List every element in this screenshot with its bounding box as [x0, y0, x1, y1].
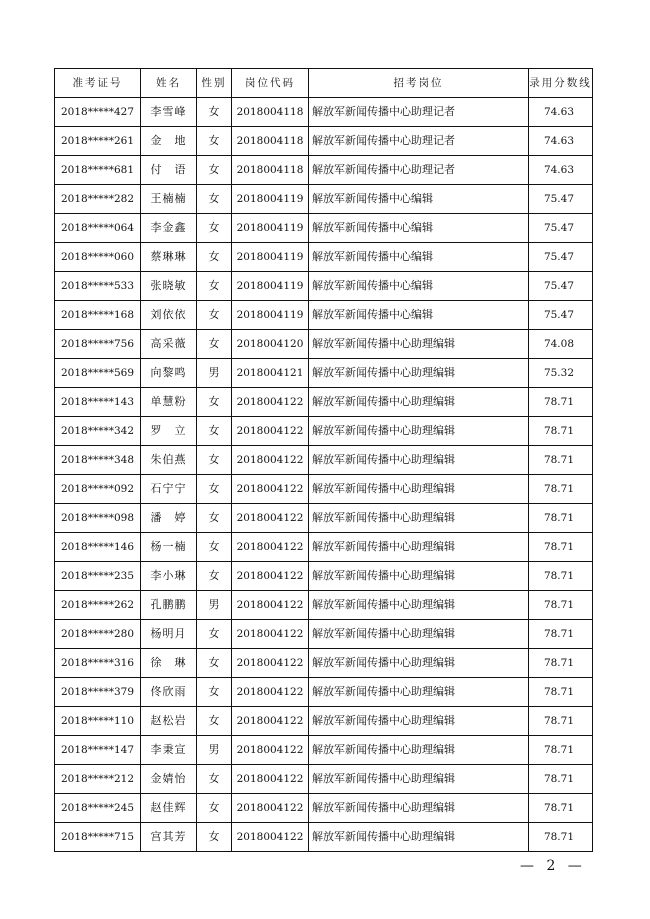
cell-exam-id: 2018*****348	[55, 446, 141, 475]
cell-exam-id: 2018*****715	[55, 823, 141, 852]
cell-name: 李小琳	[141, 562, 197, 591]
cell-post: 解放军新闻传播中心助理编辑	[309, 388, 529, 417]
cell-post: 解放军新闻传播中心助理编辑	[309, 591, 529, 620]
admission-table-container	[54, 68, 592, 852]
cell-post: 解放军新闻传播中心助理编辑	[309, 678, 529, 707]
table-row	[55, 185, 593, 214]
cell-post-code: 2018004121	[232, 359, 309, 388]
cell-gender: 女	[197, 475, 232, 504]
cell-post-code: 2018004122	[232, 475, 309, 504]
header-gender: 性别	[197, 69, 232, 98]
cell-name: 张晓敏	[141, 272, 197, 301]
cell-gender: 女	[197, 214, 232, 243]
cell-name: 王楠楠	[141, 185, 197, 214]
cell-name: 金婧怡	[141, 765, 197, 794]
cell-name: 李金鑫	[141, 214, 197, 243]
cell-exam-id: 2018*****316	[55, 649, 141, 678]
cell-exam-id: 2018*****282	[55, 185, 141, 214]
cell-score: 78.71	[529, 707, 593, 736]
table-header-row	[55, 69, 593, 98]
cell-name: 石宁宁	[141, 475, 197, 504]
cell-name: 单慧粉	[141, 388, 197, 417]
cell-post-code: 2018004122	[232, 417, 309, 446]
cell-exam-id: 2018*****146	[55, 533, 141, 562]
cell-gender: 女	[197, 562, 232, 591]
cell-post-code: 2018004118	[232, 156, 309, 185]
cell-post-code: 2018004122	[232, 446, 309, 475]
cell-name: 潘 婷	[141, 504, 197, 533]
cell-score: 78.71	[529, 504, 593, 533]
cell-post-code: 2018004122	[232, 533, 309, 562]
cell-gender: 女	[197, 649, 232, 678]
table-row	[55, 649, 593, 678]
header-post: 招考岗位	[309, 69, 529, 98]
cell-post: 解放军新闻传播中心助理编辑	[309, 765, 529, 794]
cell-post-code: 2018004118	[232, 98, 309, 127]
cell-gender: 女	[197, 707, 232, 736]
cell-post: 解放军新闻传播中心助理编辑	[309, 446, 529, 475]
cell-name: 佟欣雨	[141, 678, 197, 707]
cell-post: 解放军新闻传播中心助理编辑	[309, 620, 529, 649]
cell-post-code: 2018004119	[232, 214, 309, 243]
cell-score: 78.71	[529, 562, 593, 591]
cell-gender: 女	[197, 765, 232, 794]
cell-score: 78.71	[529, 446, 593, 475]
cell-post-code: 2018004122	[232, 823, 309, 852]
cell-gender: 女	[197, 417, 232, 446]
cell-exam-id: 2018*****110	[55, 707, 141, 736]
cell-gender: 女	[197, 678, 232, 707]
cell-exam-id: 2018*****092	[55, 475, 141, 504]
cell-score: 75.47	[529, 272, 593, 301]
table-row	[55, 823, 593, 852]
cell-post: 解放军新闻传播中心编辑	[309, 243, 529, 272]
cell-post: 解放军新闻传播中心助理记者	[309, 127, 529, 156]
cell-name: 赵佳辉	[141, 794, 197, 823]
table-row	[55, 301, 593, 330]
cell-name: 刘依依	[141, 301, 197, 330]
table-row	[55, 533, 593, 562]
cell-score: 78.71	[529, 620, 593, 649]
cell-post-code: 2018004122	[232, 736, 309, 765]
cell-exam-id: 2018*****143	[55, 388, 141, 417]
cell-name: 徐 琳	[141, 649, 197, 678]
table-row	[55, 243, 593, 272]
table-row	[55, 794, 593, 823]
cell-post-code: 2018004120	[232, 330, 309, 359]
cell-name: 杨明月	[141, 620, 197, 649]
cell-gender: 女	[197, 185, 232, 214]
cell-gender: 女	[197, 330, 232, 359]
table-row	[55, 127, 593, 156]
cell-name: 宫其芳	[141, 823, 197, 852]
page-number: — 2 —	[520, 858, 586, 874]
cell-post: 解放军新闻传播中心编辑	[309, 185, 529, 214]
cell-score: 75.47	[529, 214, 593, 243]
header-post-code: 岗位代码	[232, 69, 309, 98]
cell-post-code: 2018004122	[232, 707, 309, 736]
cell-post: 解放军新闻传播中心助理编辑	[309, 533, 529, 562]
table-row	[55, 707, 593, 736]
cell-score: 78.71	[529, 591, 593, 620]
table-row	[55, 765, 593, 794]
cell-gender: 女	[197, 504, 232, 533]
cell-exam-id: 2018*****168	[55, 301, 141, 330]
admission-table	[54, 68, 593, 852]
table-row	[55, 388, 593, 417]
cell-gender: 女	[197, 533, 232, 562]
cell-gender: 女	[197, 301, 232, 330]
cell-name: 杨一楠	[141, 533, 197, 562]
cell-score: 78.71	[529, 736, 593, 765]
cell-post: 解放军新闻传播中心编辑	[309, 301, 529, 330]
cell-score: 78.71	[529, 533, 593, 562]
cell-name: 金 地	[141, 127, 197, 156]
cell-gender: 女	[197, 388, 232, 417]
table-row	[55, 330, 593, 359]
cell-name: 李雪峰	[141, 98, 197, 127]
cell-name: 蔡琳琳	[141, 243, 197, 272]
table-row	[55, 446, 593, 475]
table-row	[55, 620, 593, 649]
cell-score: 75.47	[529, 301, 593, 330]
cell-post-code: 2018004122	[232, 620, 309, 649]
cell-post-code: 2018004119	[232, 301, 309, 330]
cell-post: 解放军新闻传播中心编辑	[309, 214, 529, 243]
cell-gender: 女	[197, 794, 232, 823]
cell-post: 解放军新闻传播中心编辑	[309, 272, 529, 301]
cell-name: 高采薇	[141, 330, 197, 359]
table-row	[55, 504, 593, 533]
cell-score: 74.63	[529, 98, 593, 127]
cell-exam-id: 2018*****060	[55, 243, 141, 272]
cell-exam-id: 2018*****427	[55, 98, 141, 127]
table-row	[55, 272, 593, 301]
cell-post-code: 2018004118	[232, 127, 309, 156]
cell-exam-id: 2018*****235	[55, 562, 141, 591]
cell-post-code: 2018004122	[232, 649, 309, 678]
cell-exam-id: 2018*****342	[55, 417, 141, 446]
cell-gender: 女	[197, 156, 232, 185]
cell-post: 解放军新闻传播中心助理编辑	[309, 417, 529, 446]
cell-exam-id: 2018*****212	[55, 765, 141, 794]
cell-exam-id: 2018*****569	[55, 359, 141, 388]
cell-post: 解放军新闻传播中心助理编辑	[309, 736, 529, 765]
cell-exam-id: 2018*****262	[55, 591, 141, 620]
cell-score: 75.32	[529, 359, 593, 388]
cell-gender: 男	[197, 359, 232, 388]
cell-post-code: 2018004122	[232, 678, 309, 707]
cell-score: 75.47	[529, 243, 593, 272]
cell-score: 78.71	[529, 794, 593, 823]
cell-score: 74.08	[529, 330, 593, 359]
cell-post: 解放军新闻传播中心助理记者	[309, 98, 529, 127]
cell-gender: 女	[197, 620, 232, 649]
cell-score: 78.71	[529, 417, 593, 446]
cell-exam-id: 2018*****756	[55, 330, 141, 359]
cell-name: 罗 立	[141, 417, 197, 446]
cell-post: 解放军新闻传播中心助理编辑	[309, 794, 529, 823]
cell-post-code: 2018004122	[232, 765, 309, 794]
header-name: 姓名	[141, 69, 197, 98]
cell-post-code: 2018004119	[232, 272, 309, 301]
cell-score: 78.71	[529, 823, 593, 852]
cell-gender: 女	[197, 243, 232, 272]
cell-gender: 女	[197, 98, 232, 127]
cell-post: 解放军新闻传播中心助理编辑	[309, 330, 529, 359]
cell-score: 78.71	[529, 649, 593, 678]
table-row	[55, 591, 593, 620]
cell-score: 78.71	[529, 388, 593, 417]
table-row	[55, 359, 593, 388]
table-row	[55, 98, 593, 127]
cell-score: 78.71	[529, 765, 593, 794]
cell-exam-id: 2018*****147	[55, 736, 141, 765]
cell-name: 朱伯燕	[141, 446, 197, 475]
cell-post-code: 2018004119	[232, 243, 309, 272]
cell-score: 78.71	[529, 475, 593, 504]
cell-exam-id: 2018*****280	[55, 620, 141, 649]
cell-exam-id: 2018*****681	[55, 156, 141, 185]
cell-score: 78.71	[529, 678, 593, 707]
cell-post-code: 2018004122	[232, 794, 309, 823]
cell-post: 解放军新闻传播中心助理编辑	[309, 707, 529, 736]
cell-exam-id: 2018*****533	[55, 272, 141, 301]
cell-name: 李秉宣	[141, 736, 197, 765]
cell-name: 付 语	[141, 156, 197, 185]
cell-gender: 女	[197, 446, 232, 475]
cell-gender: 男	[197, 736, 232, 765]
cell-exam-id: 2018*****379	[55, 678, 141, 707]
cell-gender: 女	[197, 127, 232, 156]
cell-post: 解放军新闻传播中心助理编辑	[309, 359, 529, 388]
cell-score: 74.63	[529, 156, 593, 185]
table-row	[55, 678, 593, 707]
cell-score: 75.47	[529, 185, 593, 214]
cell-post-code: 2018004122	[232, 562, 309, 591]
cell-name: 孔鹏鹏	[141, 591, 197, 620]
cell-post: 解放军新闻传播中心助理记者	[309, 156, 529, 185]
cell-post: 解放军新闻传播中心助理编辑	[309, 475, 529, 504]
table-row	[55, 156, 593, 185]
table-row	[55, 475, 593, 504]
cell-exam-id: 2018*****064	[55, 214, 141, 243]
cell-exam-id: 2018*****261	[55, 127, 141, 156]
cell-post-code: 2018004122	[232, 591, 309, 620]
header-exam-id: 准考证号	[55, 69, 141, 98]
cell-exam-id: 2018*****098	[55, 504, 141, 533]
cell-post: 解放军新闻传播中心助理编辑	[309, 562, 529, 591]
cell-score: 74.63	[529, 127, 593, 156]
cell-post: 解放军新闻传播中心助理编辑	[309, 504, 529, 533]
table-row	[55, 562, 593, 591]
cell-gender: 女	[197, 823, 232, 852]
cell-post-code: 2018004119	[232, 185, 309, 214]
cell-gender: 男	[197, 591, 232, 620]
cell-post-code: 2018004122	[232, 504, 309, 533]
cell-post: 解放军新闻传播中心助理编辑	[309, 823, 529, 852]
cell-post-code: 2018004122	[232, 388, 309, 417]
cell-gender: 女	[197, 272, 232, 301]
table-row	[55, 417, 593, 446]
table-row	[55, 214, 593, 243]
cell-post: 解放军新闻传播中心助理编辑	[309, 649, 529, 678]
cell-name: 向黎鸣	[141, 359, 197, 388]
cell-exam-id: 2018*****245	[55, 794, 141, 823]
cell-name: 赵松岩	[141, 707, 197, 736]
table-body	[55, 98, 593, 852]
header-score: 录用分数线	[529, 69, 593, 98]
table-row	[55, 736, 593, 765]
